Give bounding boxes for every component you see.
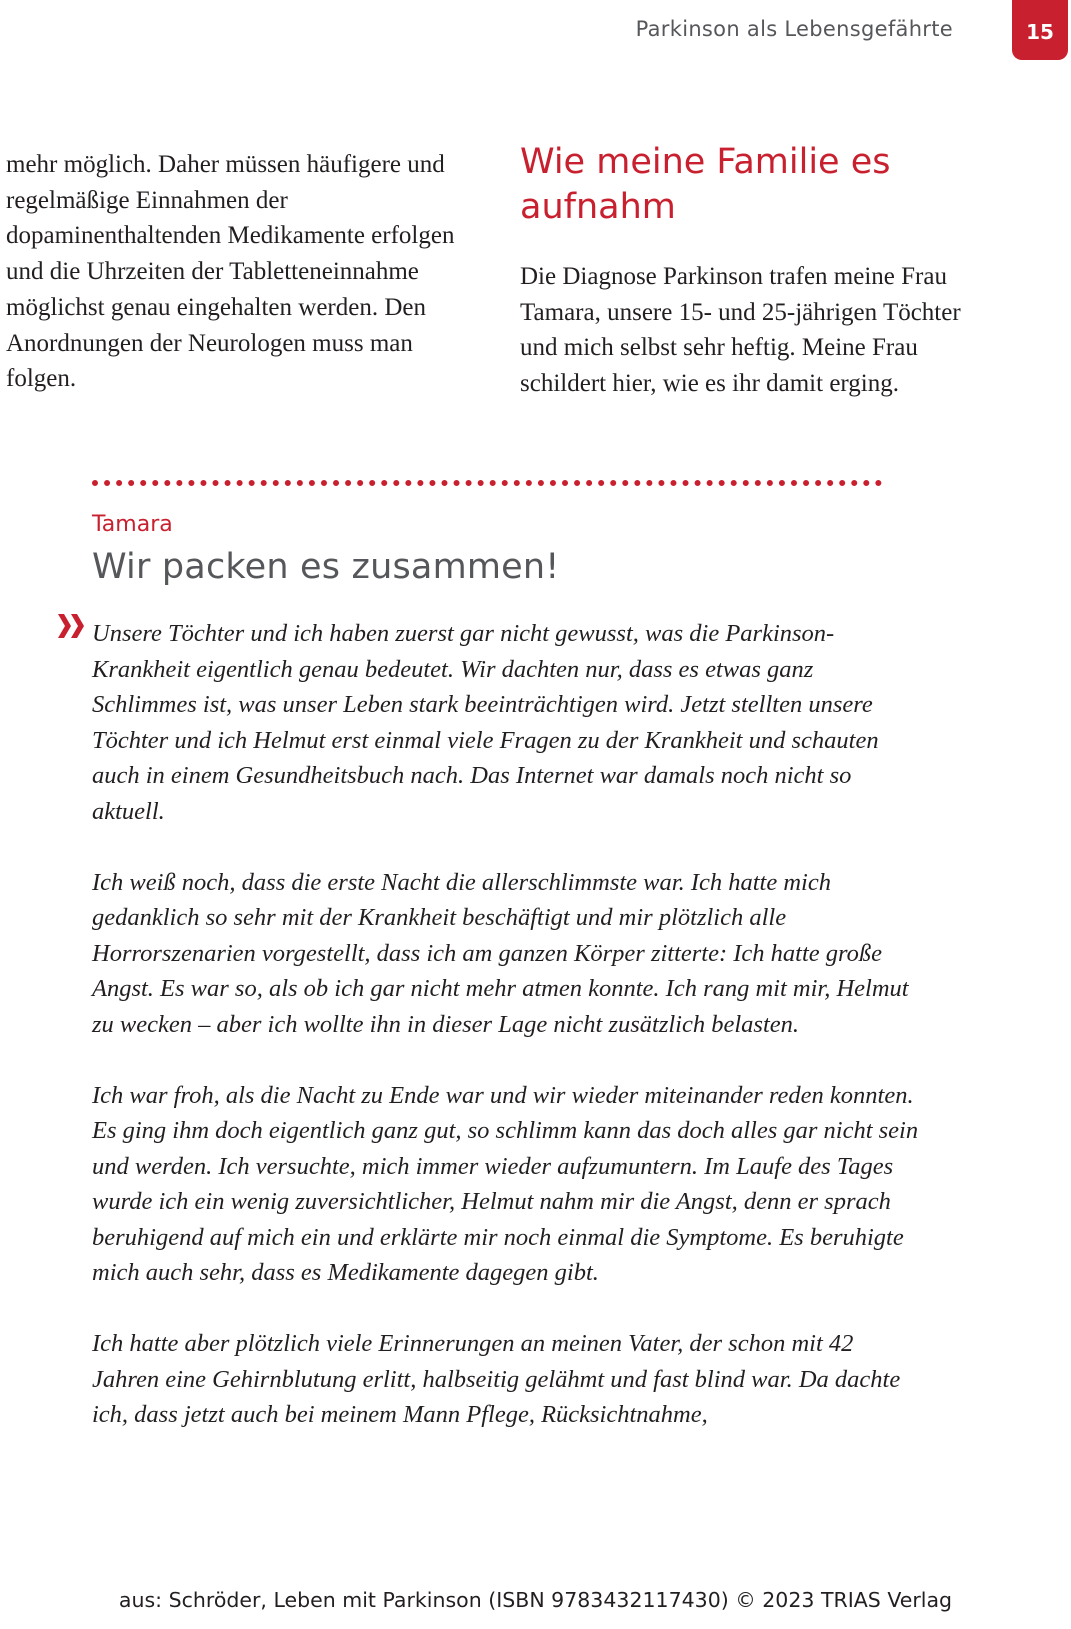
running-head-title: Parkinson als Lebensgefährte xyxy=(635,17,953,41)
footer-citation: aus: Schröder, Leben mit Parkinson (ISBN 9783432117430) © 2023 TRIAS Verlag xyxy=(118,1588,953,1612)
testimonial-paragraph: Ich war froh, als die Nacht zu Ende war und wir wieder miteinander reden konnten. Es ging ihm doch eigentlich ganz gut, so schlimm kann das doch alles gar nicht sein und werden. Ich versuchte, mich immer wieder aufzumuntern. Im Laufe des Tages wurde ich ein wenig zuversichtlicher, Helmut nahm mir die Angst, denn er sprach beruhigend auf mich ein und erklärte mir noch einmal die Symptome. Es beruhigte mich auch sehr, dass es Medikamente dagegen gibt. xyxy=(92,1081,919,1286)
testimonial-paragraph: Ich hatte aber plötzlich viele Erinnerungen an meinen Vater, der schon mit 42 Jahren eine Gehirnblutung erlitt, halbseitig gelähmt und fast blind war. Da dachte ich, dass jetzt auch bei meinem Mann Pflege, Rücksichtnahme, xyxy=(92,1330,901,1428)
testimonial-body xyxy=(92,616,922,1468)
page-number-badge: 15 xyxy=(1012,0,1068,60)
testimonial-author: Tamara xyxy=(92,512,173,537)
testimonial-paragraph: Ich weiß noch, dass die erste Nacht die allerschlimmste war. Ich hatte mich gedanklich so sehr mit der Krankheit beschäftigt und mir plötzlich alle Horrorszenarien vorgestellt, dass ich am ganzen Körper zitterte: Ich hatte große Angst. Es war so, als ob ich gar nicht mehr atmen konnte. Ich rang mit mir, Helmut zu wecken – aber ich wollte ihn in dieser Lage nicht zusätzlich belasten. xyxy=(92,868,909,1038)
double-chevron-quote-icon xyxy=(57,612,87,640)
section-title: Wie meine Familie es aufnahm xyxy=(520,142,891,227)
dotted-divider xyxy=(92,480,882,486)
testimonial-paragraph: Unsere Töchter und ich haben zuerst gar nicht gewusst, was die Parkinson-Krankheit eigentlich genau bedeutet. Wir dachten nur, dass es etwas ganz Schlimmes ist, was unser Leben stark beeinträchtigen wird. Jetzt stellten unsere Töchter und ich Helmut erst einmal viele Fragen zu der Krankheit und schauten auch in einem Gesundheitsbuch nach. Das Internet war damals noch nicht so aktuell. xyxy=(92,620,879,825)
section-intro-text: Die Diagnose Parkinson trafen meine Frau Tamara, unsere 15- und 25-jährigen Töchter und mich selbst sehr heftig. Meine Frau schildert hier, wie es ihr damit erging. xyxy=(520,263,961,398)
left-column-text: mehr möglich. Daher müssen häufigere und regelmäßige Einnahmen der dopaminenthaltenden Medikamente erfolgen und die Uhrzeiten der Tabletteneinnahme möglichst genau eingehalten werden. Den Anordnungen der Neurologen muss man folgen. xyxy=(6,151,455,393)
testimonial-title: Wir packen es zusammen! xyxy=(92,547,560,587)
